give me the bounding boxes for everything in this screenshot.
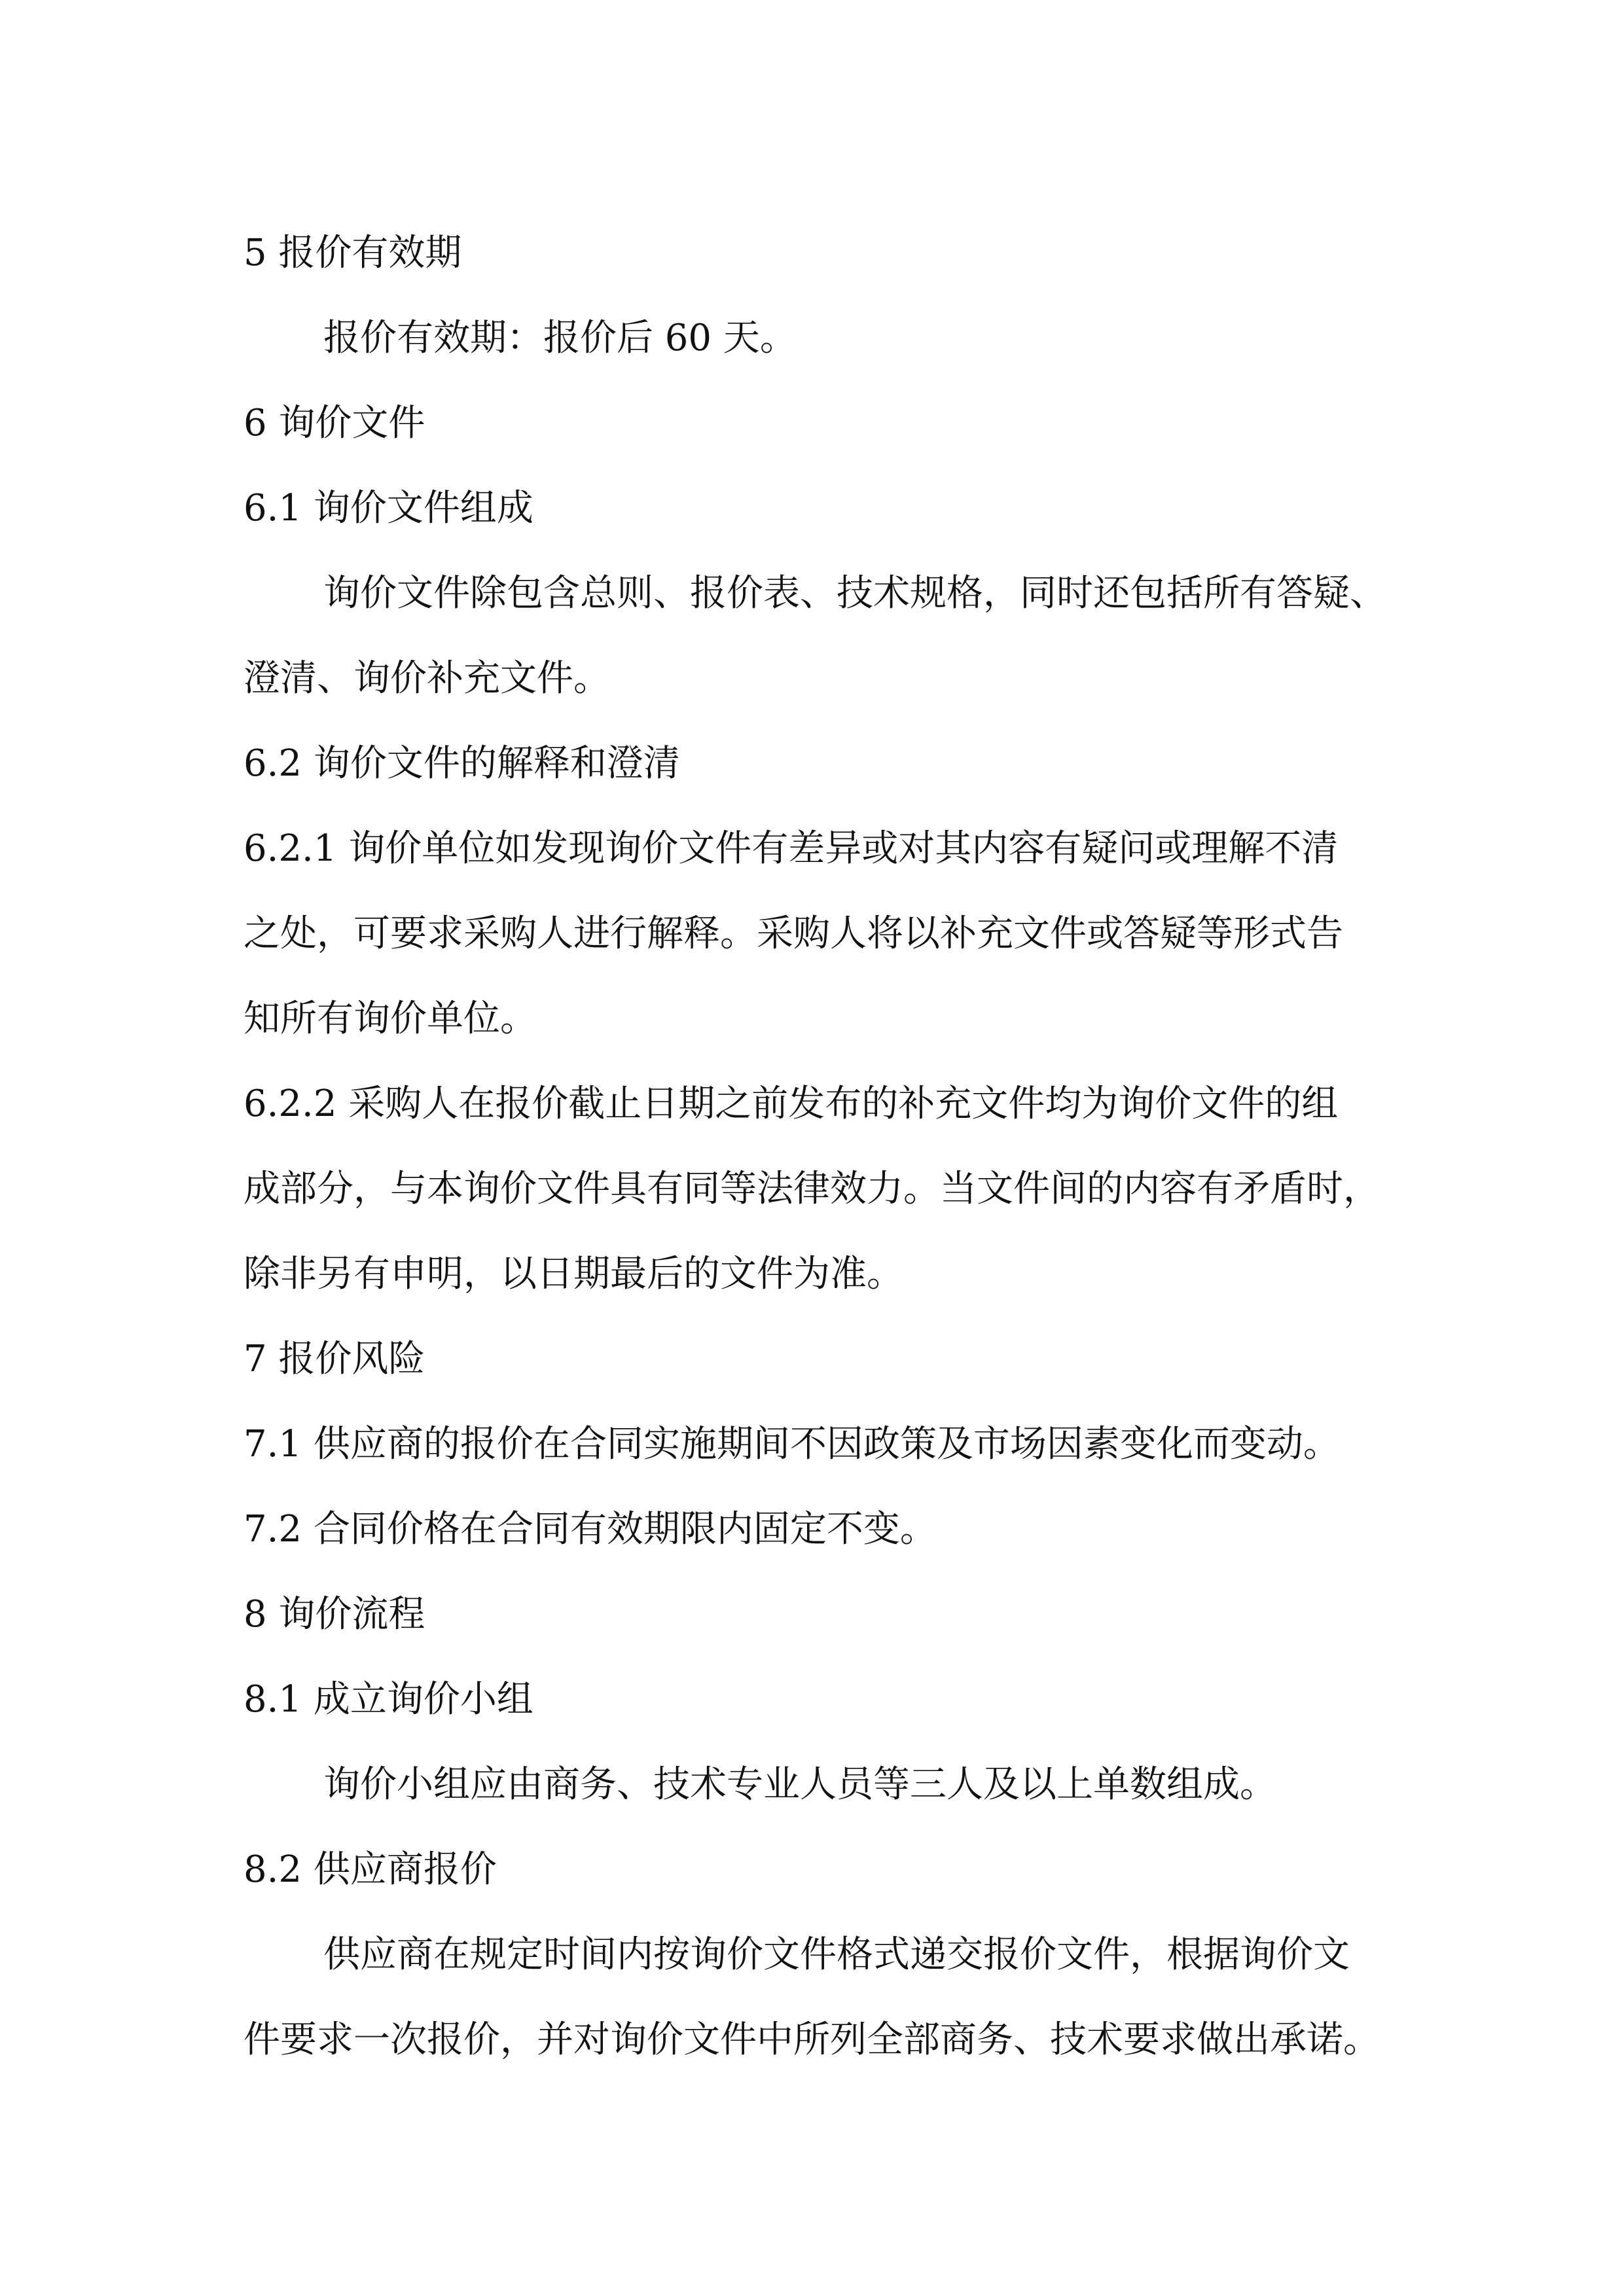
- paragraph-line: 供应商在规定时间内按询价文件格式递交报价文件，根据询价文: [323, 1933, 1350, 1976]
- clause-6-2-2-line: 成部分，与本询价文件具有同等法律效力。当文件间的内容有矛盾时，: [244, 1168, 1380, 1210]
- heading-5: 5 报价有效期: [244, 232, 462, 274]
- clause-7-2: 7.2 合同价格在合同有效期限内固定不变。: [244, 1508, 937, 1551]
- clause-6-2-1-line: 6.2.1 询价单位如发现询价文件有差异或对其内容有疑问或理解不清: [244, 827, 1339, 870]
- heading-7: 7 报价风险: [244, 1338, 425, 1380]
- heading-6-1: 6.1 询价文件组成: [244, 487, 533, 529]
- document-body: [244, 211, 1401, 2083]
- paragraph-line: 询价小组应由商务、技术专业人员等三人及以上单数组成。: [323, 1763, 1276, 1806]
- clause-6-2-2-line: 6.2.2 采购人在报价截止日期之前发布的补充文件均为询价文件的组: [244, 1083, 1339, 1125]
- clause-7-1: 7.1 供应商的报价在合同实施期间不因政策及市场因素变化而变动。: [244, 1423, 1340, 1465]
- clause-6-2-2-line: 除非另有申明，以日期最后的文件为准。: [244, 1253, 903, 1295]
- clause-6-2-1-line: 知所有询价单位。: [244, 997, 537, 1040]
- heading-8: 8 询价流程: [244, 1593, 425, 1636]
- heading-6: 6 询价文件: [244, 402, 425, 444]
- heading-6-2: 6.2 询价文件的解释和澄清: [244, 742, 680, 785]
- heading-8-1: 8.1 成立询价小组: [244, 1678, 533, 1721]
- paragraph-line: 澄清、询价补充文件。: [244, 657, 610, 700]
- paragraph-line: 询价文件除包含总则、报价表、技术规格，同时还包括所有答疑、: [323, 572, 1386, 615]
- heading-8-2: 8.2 供应商报价: [244, 1848, 497, 1891]
- clause-6-2-1-line: 之处，可要求采购人进行解释。采购人将以补充文件或答疑等形式告: [244, 912, 1343, 955]
- paragraph-line: 件要求一次报价，并对询价文件中所列全部商务、技术要求做出承诺。: [244, 2018, 1380, 2061]
- paragraph-line: 报价有效期：报价后 60 天。: [323, 317, 797, 359]
